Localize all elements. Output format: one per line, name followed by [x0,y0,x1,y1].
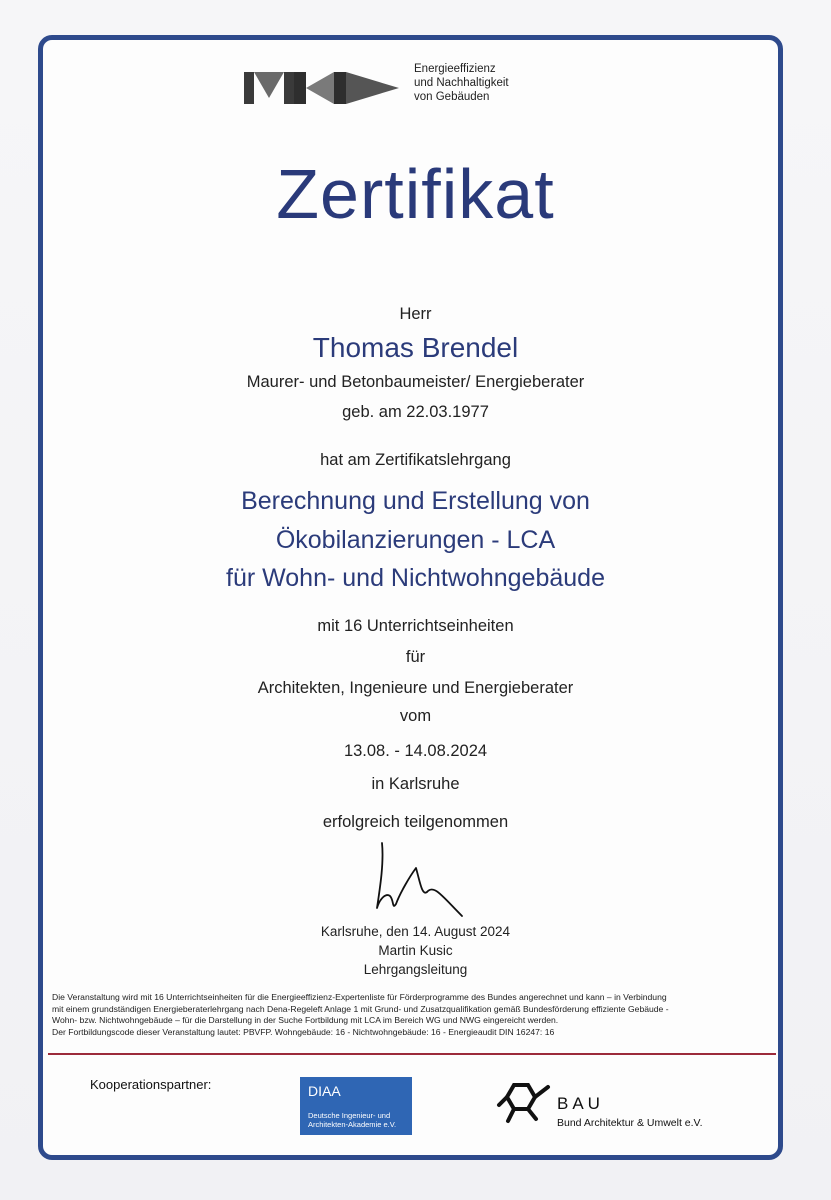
course-title-line-1: Berechnung und Erstellung von [241,487,590,515]
recipient-profession: Maurer- und Betonbaumeister/ Energieberater [246,373,585,391]
small-print-line-2: mit einem grundständigen Energieberaterlehrgang nach Dena-Regeleft Anlage 1 mit Grund- und Zusatzqualifikation gemäß Bundesförderung effiziente Gebäude - [52,1003,669,1014]
small-print-line-1: Die Veranstaltung wird mit 16 Unterrichtseinheiten für die Energieeffizienz-Expertenliste für Förderprogramme des Bundes angerechnet und kann – in Verbindung [52,992,667,1002]
course-title-line-3: für Wohn- und Nichtwohngebäude [226,564,605,592]
bau-logo-subtitle: Bund Architektur & Umwelt e.V. [557,1117,703,1129]
intro-text: hat am Zertifikatslehrgang [320,451,511,469]
bau-logo-mark [496,1079,554,1127]
handwritten-signature [372,838,482,928]
logo-tagline-1: Energieeffizienz [414,63,496,75]
signer-role: Lehrgangsleitung [363,962,468,977]
salutation: Herr [399,305,432,323]
signer-name: Martin Kusic [378,943,453,958]
logo-tagline [414,62,509,104]
course-location: in Karlsruhe [371,775,460,793]
small-print [52,992,732,1038]
diaa-logo-name: DIAA [308,1083,341,1099]
audience-text: Architekten, Ingenieure und Energieberater [257,679,574,697]
recipient-birth: geb. am 22.03.1977 [342,403,489,421]
course-dates: 13.08. - 14.08.2024 [343,742,488,760]
mkp-logo-mark [244,68,404,108]
diaa-logo [300,1077,412,1135]
small-print-line-3: Wohn- bzw. Nichtwohngebäude – für die Darstellung in der Suche Fortbildung mit LCA im Bereich WG und NWG eingereicht werden. [52,1015,559,1025]
recipient-name: Thomas Brendel [312,332,519,363]
signature-place-date: Karlsruhe, den 14. August 2024 [320,924,511,939]
certificate-title: Zertifikat [276,155,555,233]
result-text: erfolgreich teilgenommen [322,813,509,831]
mkp-logo [244,62,564,114]
divider-line [48,1053,776,1055]
bau-logo-name: BAU [557,1094,604,1113]
small-print-line-4: Der Fortbildungscode dieser Veranstaltung lautet: PBVFP. Wohngebäude: 16 - Nichtwohngebäude: 16 - Energieaudit DIN 16247: 16 [52,1026,555,1037]
course-title-line-2: Ökobilanzierungen - LCA [275,526,556,554]
logo-tagline-3: von Gebäuden [414,91,490,103]
logo-tagline-2: und Nachhaltigkeit [414,77,509,89]
diaa-subtitle-1: Deutsche Ingenieur- und [308,1111,391,1120]
from-text: vom [399,707,432,725]
diaa-logo-subtitle [308,1111,396,1129]
for-text: für [405,648,426,666]
diaa-subtitle-2: Architekten-Akademie e.V. [308,1120,397,1129]
course-units: mit 16 Unterrichtseinheiten [317,617,514,635]
partners-label: Kooperationspartner: [90,1077,212,1092]
